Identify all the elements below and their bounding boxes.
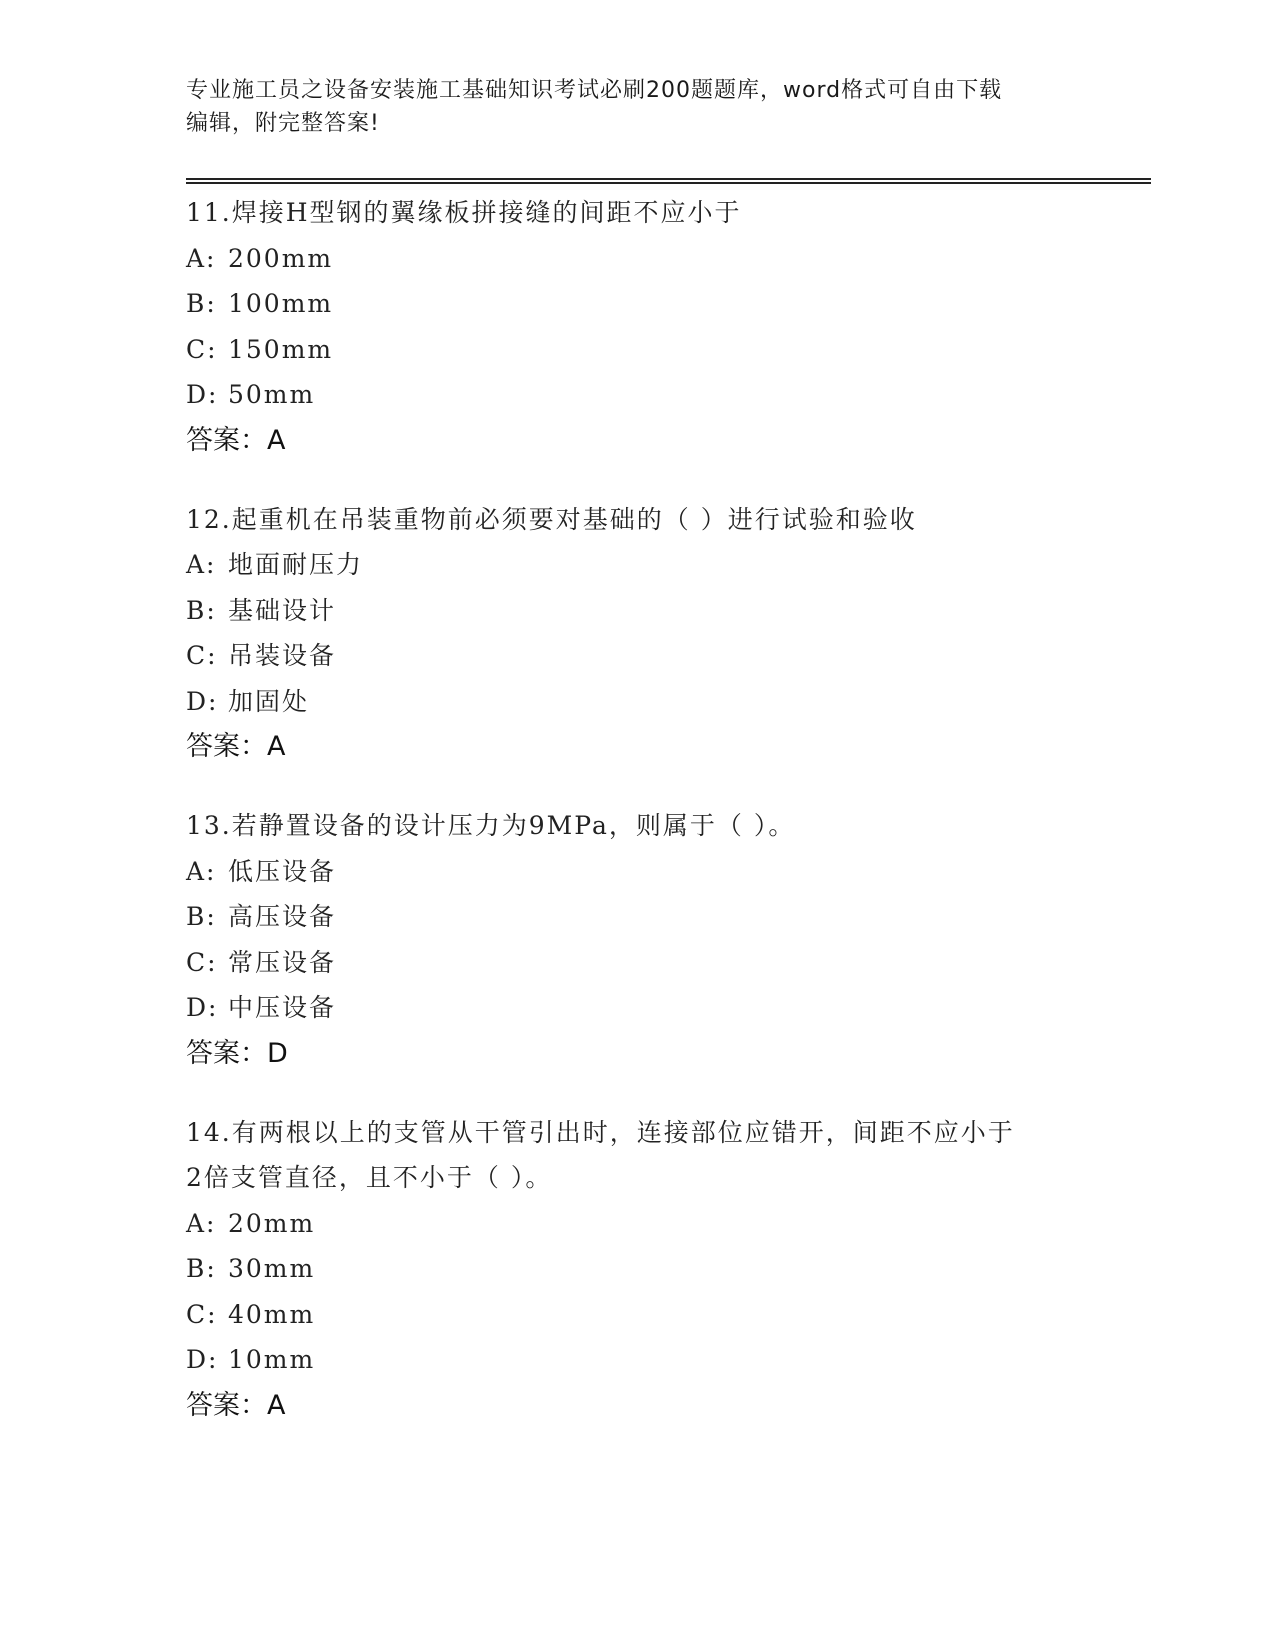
option-label: A: xyxy=(186,243,217,273)
option-text: 吊装设备 xyxy=(228,641,337,670)
question-12 xyxy=(186,497,1086,770)
option-text: 10mm xyxy=(228,1345,316,1374)
option-label: B: xyxy=(186,595,217,625)
option-text: 低压设备 xyxy=(228,856,337,886)
answer-line: 答案：D xyxy=(186,1037,288,1069)
option-label: D: xyxy=(186,993,219,1022)
option-label: A: xyxy=(186,856,217,886)
option-text: 20mm xyxy=(228,1208,316,1238)
document-header xyxy=(186,74,1066,140)
option-label: C: xyxy=(186,641,218,670)
option-c xyxy=(186,327,1086,373)
option-label: D: xyxy=(186,686,219,716)
header-line-2: 编辑，附完整答案! xyxy=(186,111,380,136)
option-a xyxy=(186,236,1086,282)
question-stem-line-2: 2倍支管直径，且不小于（ ）。 xyxy=(186,1163,553,1192)
option-a xyxy=(186,542,1086,588)
question-stem: 12.起重机在吊装重物前必须要对基础的（ ）进行试验和验收 xyxy=(186,504,917,534)
option-d xyxy=(186,1337,1086,1383)
answer-line: 答案：A xyxy=(186,424,286,456)
option-text: 加固处 xyxy=(228,686,310,716)
option-label: B: xyxy=(186,1254,217,1283)
option-text: 中压设备 xyxy=(228,993,337,1022)
option-label: C: xyxy=(186,1299,218,1329)
option-d xyxy=(186,372,1086,418)
option-label: A: xyxy=(186,1208,217,1238)
option-text: 50mm xyxy=(228,380,316,409)
option-c xyxy=(186,1292,1086,1338)
option-label: D: xyxy=(186,380,219,409)
option-label: C: xyxy=(186,334,218,364)
option-b xyxy=(186,894,1086,940)
option-text: 高压设备 xyxy=(228,902,337,931)
option-label: A: xyxy=(186,550,217,579)
question-stem: 11.焊接H型钢的翼缘板拼接缝的间距不应小于 xyxy=(186,198,742,227)
option-b xyxy=(186,281,1086,327)
option-a xyxy=(186,849,1086,895)
option-label: C: xyxy=(186,947,218,977)
option-text: 基础设计 xyxy=(228,595,337,625)
question-stem: 13.若静置设备的设计压力为9MPa，则属于（ ）。 xyxy=(186,811,796,840)
option-c xyxy=(186,633,1086,679)
header-divider-top xyxy=(186,178,1151,180)
option-a xyxy=(186,1201,1086,1247)
question-13 xyxy=(186,803,1086,1076)
option-label: B: xyxy=(186,289,217,318)
option-text: 30mm xyxy=(228,1254,316,1283)
option-text: 200mm xyxy=(228,243,334,273)
option-b xyxy=(186,588,1086,634)
option-text: 40mm xyxy=(228,1299,316,1329)
option-label: D: xyxy=(186,1345,219,1374)
option-d xyxy=(186,679,1086,725)
option-label: B: xyxy=(186,902,217,931)
header-divider-bottom xyxy=(186,182,1151,184)
option-text: 常压设备 xyxy=(228,947,337,977)
question-stem-line-1: 14.有两根以上的支管从干管引出时，连接部位应错开，间距不应小于 xyxy=(186,1117,1015,1147)
question-14 xyxy=(186,1110,1086,1428)
answer-line: 答案：A xyxy=(186,1389,286,1421)
question-11 xyxy=(186,190,1086,463)
option-text: 100mm xyxy=(228,289,334,318)
header-line-1: 专业施工员之设备安装施工基础知识考试必刷200题题库，word格式可自由下载 xyxy=(186,78,1003,103)
option-text: 地面耐压力 xyxy=(228,550,364,579)
option-b xyxy=(186,1246,1086,1292)
question-list xyxy=(186,190,1086,1462)
option-text: 150mm xyxy=(228,334,334,364)
answer-line: 答案：A xyxy=(186,731,286,762)
option-c xyxy=(186,940,1086,986)
option-d xyxy=(186,985,1086,1031)
